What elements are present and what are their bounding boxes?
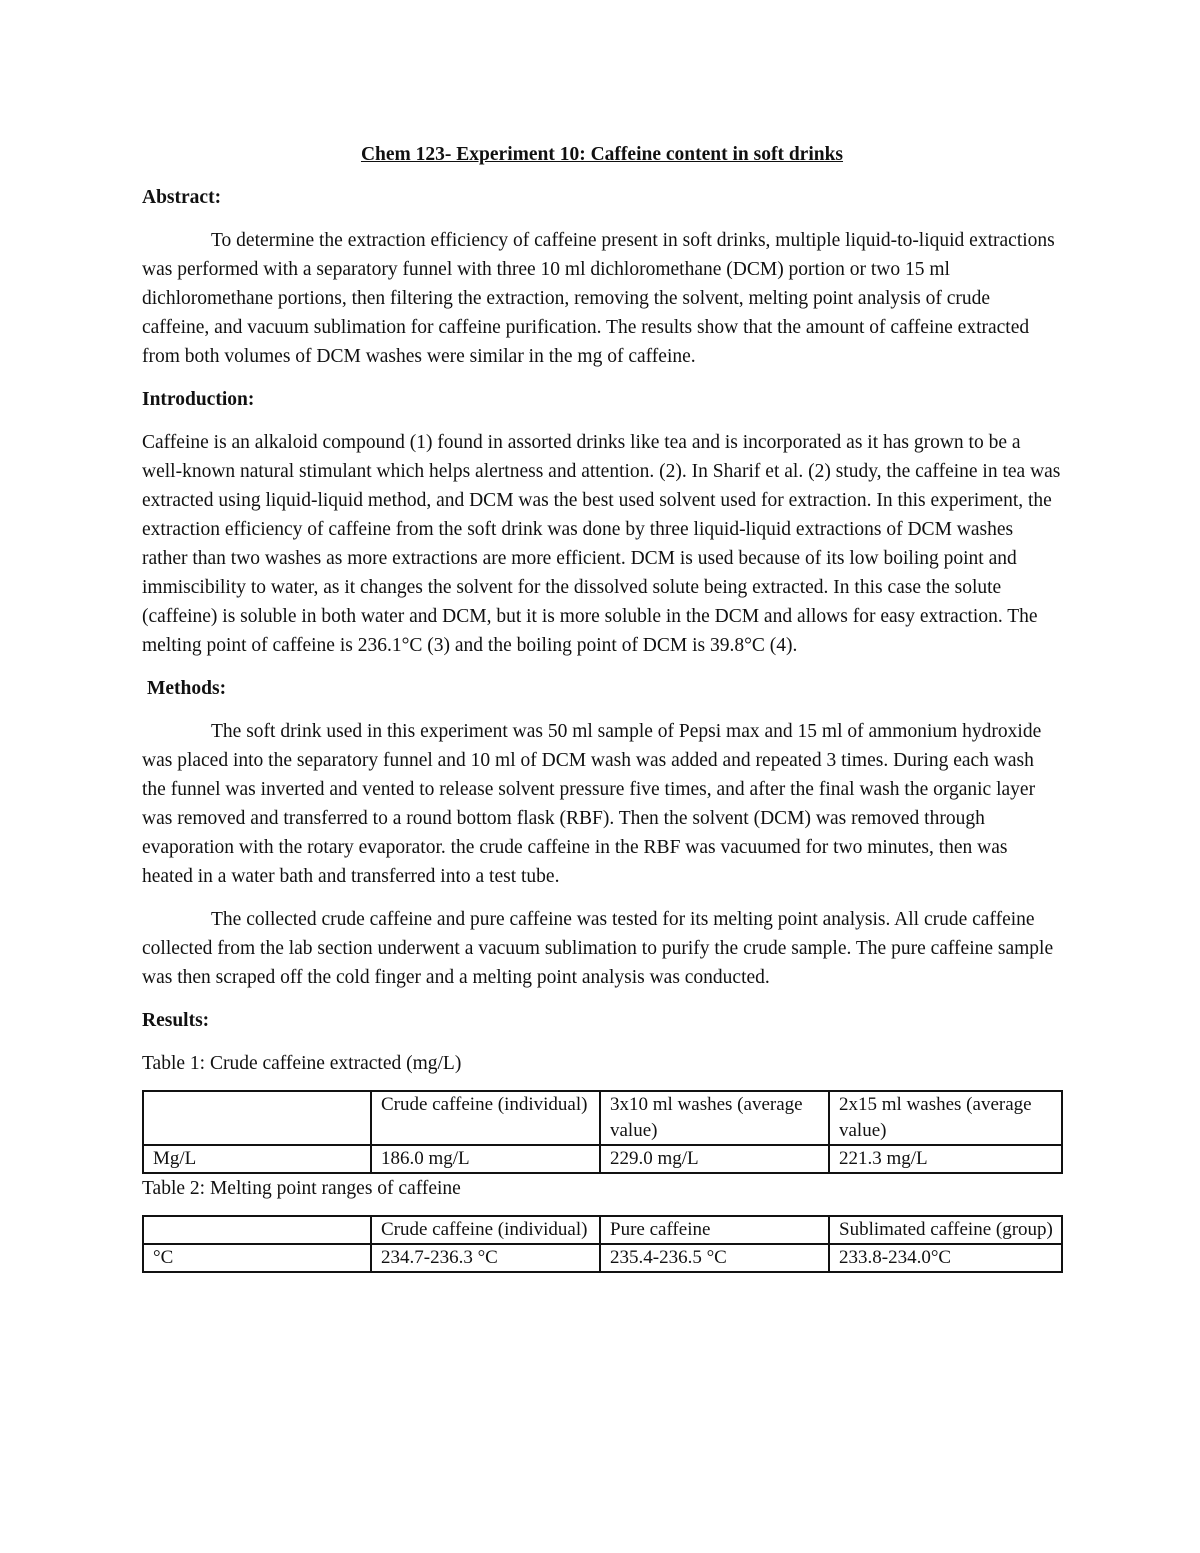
table-header-cell: Sublimated caffeine (group) (829, 1216, 1062, 1244)
table-cell: 229.0 mg/L (600, 1145, 829, 1173)
introduction-heading: Introduction: (142, 389, 255, 410)
table-cell: 233.8-234.0°C (829, 1244, 1062, 1272)
table-header-cell: Crude caffeine (individual) (371, 1091, 600, 1145)
table-header-cell: Pure caffeine (600, 1216, 829, 1244)
table-row (143, 1145, 1062, 1173)
table-header-cell (143, 1216, 371, 1244)
abstract-paragraph: To determine the extraction efficiency of caffeine present in soft drinks, multiple liquid-to-liquid extractions was performed with a separatory funnel with three 10 ml dichloromethane (DCM) portion or two 15 ml dichloromethane portions, then filtering the extraction, removing the solvent, melting point analysis of crude caffeine, and vacuum sublimation for caffeine purification. The results show that the amount of caffeine extracted from both volumes of DCM washes were similar in the mg of caffeine. (142, 230, 1055, 367)
table2-melting-point-ranges (142, 1215, 1063, 1273)
table-cell: 186.0 mg/L (371, 1145, 600, 1173)
methods-heading: Methods: (147, 678, 227, 699)
table1-caption: Table 1: Crude caffeine extracted (mg/L) (142, 1053, 462, 1074)
results-heading: Results: (142, 1010, 210, 1031)
table-header-cell: 2x15 ml washes (average value) (829, 1091, 1062, 1145)
table-cell: °C (143, 1244, 371, 1272)
table-header-cell: Crude caffeine (individual) (371, 1216, 600, 1244)
table-row (143, 1244, 1062, 1272)
table-header-row (143, 1091, 1062, 1145)
methods-paragraph-2: The collected crude caffeine and pure caffeine was tested for its melting point analysis. All crude caffeine collected from the lab section underwent a vacuum sublimation to purify the crude sample. The pure caffeine sample was then scraped off the cold finger and a melting point analysis was conducted. (142, 909, 1054, 988)
introduction-paragraph: Caffeine is an alkaloid compound (1) found in assorted drinks like tea and is incorporated as it has grown to be a well-known natural stimulant which helps alertness and attention. (2). In Sharif et al. (2) study, the caffeine in tea was extracted using liquid-liquid method, and DCM was the best used solvent used for extraction. In this experiment, the extraction efficiency of caffeine from the soft drink was done by three liquid-liquid extractions of DCM washes rather than two washes as more extractions are more efficient. DCM is used because of its low boiling point and immiscibility to water, as it changes the solvent for the dissolved solute being extracted. In this case the solute (caffeine) is soluble in both water and DCM, but it is more soluble in the DCM and allows for easy extraction. The melting point of caffeine is 236.1°C (3) and the boiling point of DCM is 39.8°C (4). (142, 432, 1061, 656)
table1-crude-caffeine-extracted (142, 1090, 1063, 1174)
table-cell: Mg/L (143, 1145, 371, 1173)
abstract-heading: Abstract: (142, 187, 222, 208)
table-header-cell: 3x10 ml washes (average value) (600, 1091, 829, 1145)
table-cell: 234.7-236.3 °C (371, 1244, 600, 1272)
table-header-row (143, 1216, 1062, 1244)
document-title: Chem 123- Experiment 10: Caffeine content in soft drinks (360, 144, 844, 165)
table-header-cell (143, 1091, 371, 1145)
table-cell: 221.3 mg/L (829, 1145, 1062, 1173)
document-page (142, 140, 1062, 1273)
table-cell: 235.4-236.5 °C (600, 1244, 829, 1272)
table2-caption: Table 2: Melting point ranges of caffeine (142, 1178, 461, 1199)
methods-paragraph-1: The soft drink used in this experiment was 50 ml sample of Pepsi max and 15 ml of ammonium hydroxide was placed into the separatory funnel and 10 ml of DCM wash was added and repeated 3 times. During each wash the funnel was inverted and vented to release solvent pressure five times, and after the final wash the organic layer was removed and transferred to a round bottom flask (RBF). Then the solvent (DCM) was removed through evaporation with the rotary evaporator. the crude caffeine in the RBF was vacuumed for two minutes, then was heated in a water bath and transferred into a test tube. (142, 721, 1042, 887)
